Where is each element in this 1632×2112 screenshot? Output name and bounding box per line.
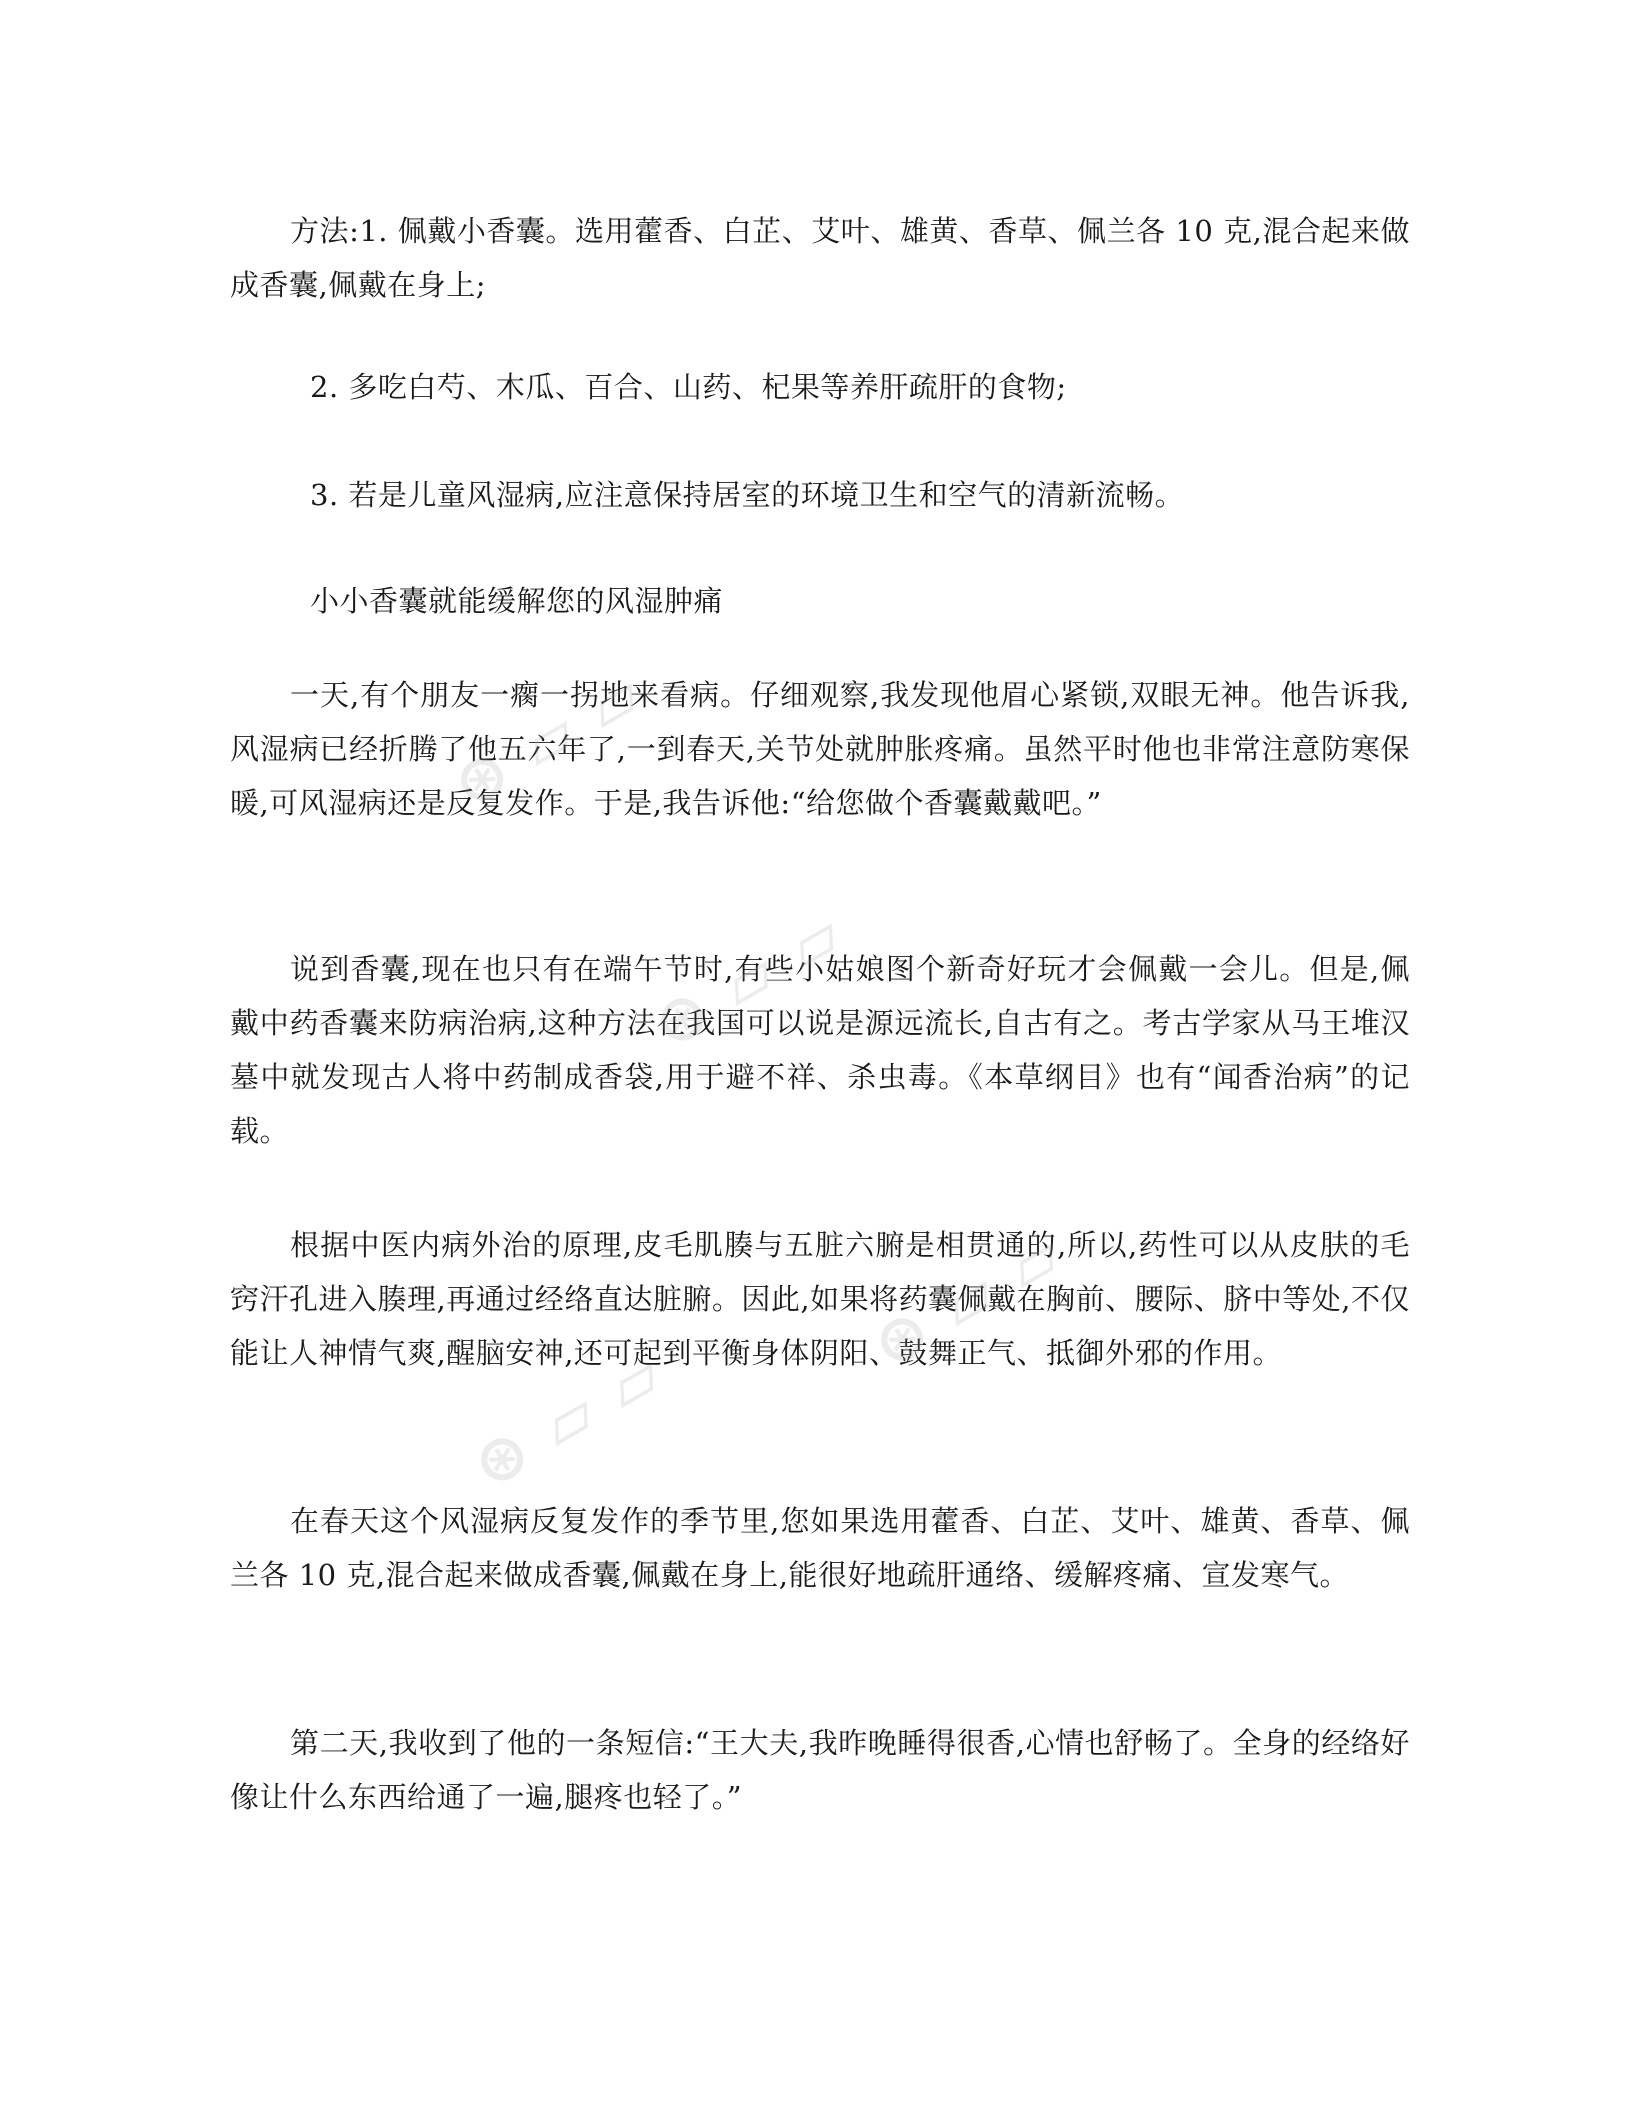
section-subtitle: 小小香囊就能缓解您的风湿肿痛 xyxy=(310,584,724,618)
method-item-1: 方法:1. 佩戴小香囊。选用藿香、白芷、艾叶、雄黄、香草、佩兰各 10 克,混合起来做成香囊,佩戴在身上; xyxy=(230,214,1410,302)
watermark: ⊛ ▱ ▱ xyxy=(440,656,656,825)
paragraph-2: 说到香囊,现在也只有在端午节时,有些小姑娘图个新奇好玩才会佩戴一会儿。但是,佩戴中药香囊来防病治病,这种方法在我国可以说是源远流长,自古有之。考古学家从马王堆汉墓中就发现古人将中药制成香袋,用于避不祥、杀虫毒。《本草纲目》也有“闻香治病”的记载。 xyxy=(230,952,1410,1148)
method-item-3: 3. 若是儿童风湿病,应注意保持居室的环境卫生和空气的清新流畅。 xyxy=(310,478,1185,512)
watermark: ⊛ ▱ ▱ xyxy=(460,1336,676,1505)
paragraph-3: 根据中医内病外治的原理,皮毛肌腠与五脏六腑是相贯通的,所以,药性可以从皮肤的毛窍汗孔进入腠理,再通过经络直达脏腑。因此,如果将药囊佩戴在胸前、腰际、脐中等处,不仅能让人神情气爽,醒脑安神,还可起到平衡身体阴阳、鼓舞正气、抵御外邪的作用。 xyxy=(230,1228,1410,1370)
paragraph-4: 在春天这个风湿病反复发作的季节里,您如果选用藿香、白芷、艾叶、雄黄、香草、佩兰各 10 克,混合起来做成香囊,佩戴在身上,能很好地疏肝通络、缓解疼痛、宣发寒气。 xyxy=(230,1504,1410,1592)
watermark: ⊛ ▱ ▱ xyxy=(860,1216,1076,1385)
watermark: ⊛ ▱ ▱ xyxy=(640,896,856,1065)
paragraph-5: 第二天,我收到了他的一条短信:“王大夫,我昨晚睡得很香,心情也舒畅了。全身的经络好像让什么东西给通了一遍,腿疼也轻了。” xyxy=(230,1726,1410,1814)
method-item-2: 2. 多吃白芍、木瓜、百合、山药、杞果等养肝疏肝的食物; xyxy=(310,370,1067,404)
paragraph-1: 一天,有个朋友一瘸一拐地来看病。仔细观察,我发现他眉心紧锁,双眼无神。他告诉我,风湿病已经折腾了他五六年了,一到春天,关节处就肿胀疼痛。虽然平时他也非常注意防寒保暖,可风湿病还是反复发作。于是,我告诉他:“给您做个香囊戴戴吧。” xyxy=(230,678,1410,820)
